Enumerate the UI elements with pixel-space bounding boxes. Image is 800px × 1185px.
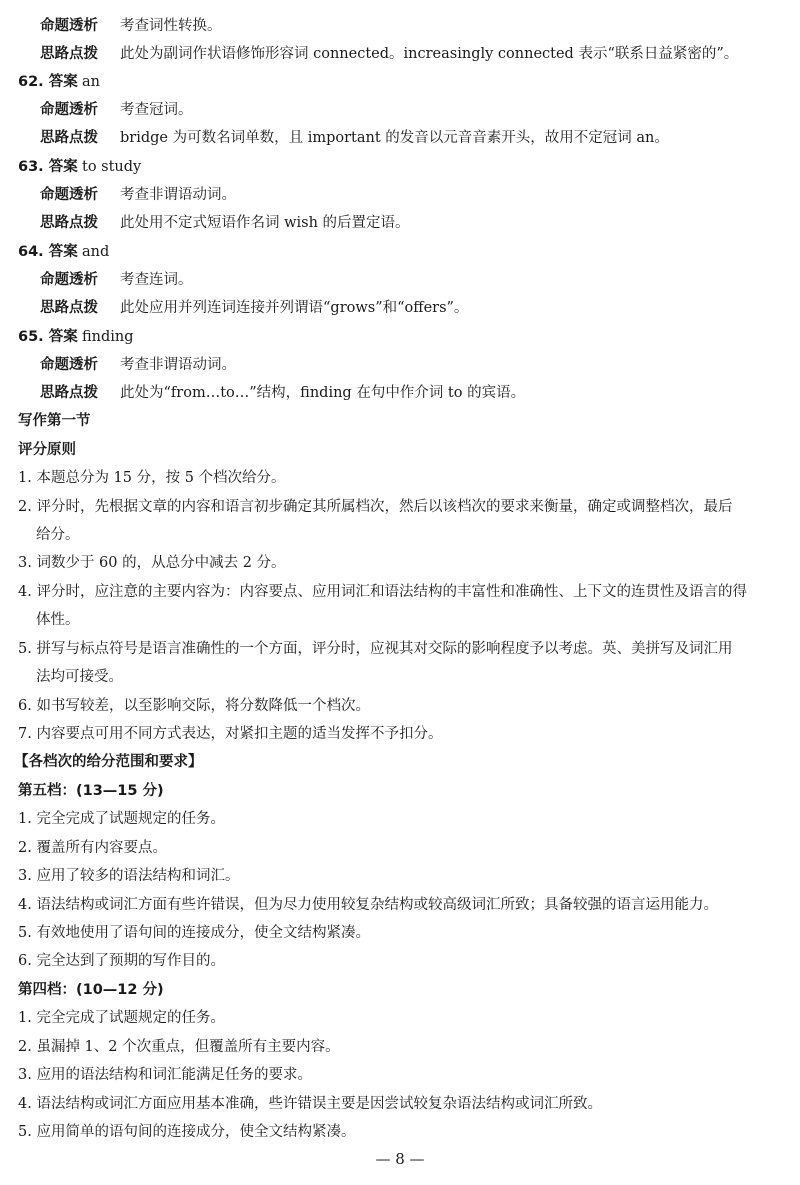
level4-item: 1. 完全完成了试题规定的任务。 xyxy=(18,1010,225,1026)
analysis-line xyxy=(40,100,193,120)
level4-item: 2. 虽漏掉 1、2 个次重点，但覆盖所有主要内容。 xyxy=(18,1039,340,1055)
answer-line xyxy=(18,72,100,92)
item-text: 此处应用并列连词连接并列谓语“grows”和“offers”。 xyxy=(120,300,469,316)
analysis-line xyxy=(40,355,236,375)
analysis-line xyxy=(40,16,222,36)
analysis-line xyxy=(40,213,410,233)
level4-item: 3. 应用的语法结构和词汇能满足任务的要求。 xyxy=(18,1067,312,1083)
item-label: 命题透析 xyxy=(40,18,98,34)
answer-number: 65. 答案 xyxy=(18,329,78,345)
level5-item: 3. 应用了较多的语法结构和词汇。 xyxy=(18,868,240,884)
item-label: 思路点拨 xyxy=(40,215,98,231)
item-text: bridge 为可数名词单数，且 important 的发音以元音音素开头，故用不定冠词 an。 xyxy=(120,130,669,146)
principles-title: 评分原则 xyxy=(18,442,76,458)
principle-item: 4. 评分时，应注意的主要内容为：内容要点、应用词汇和语法结构的丰富性和准确性、上下文的连贯性及语言的得 xyxy=(18,584,747,600)
level5-item: 5. 有效地使用了语句间的连接成分，使全文结构紧凑。 xyxy=(18,925,370,941)
level5-item: 4. 语法结构或词汇方面有些许错误，但为尽力使用较复杂结构或较高级词汇所致；具备较强的语言运用能力。 xyxy=(18,897,718,913)
analysis-line xyxy=(40,185,236,205)
answer-line xyxy=(18,242,109,262)
answer-value: an xyxy=(82,74,100,90)
principle-item-continued: 体性。 xyxy=(36,612,80,628)
item-text: 考查连词。 xyxy=(120,272,193,288)
item-text: 此处为副词作状语修饰形容词 connected。increasingly connected 表示“联系日益紧密的”。 xyxy=(120,46,739,62)
principle-item: 5. 拼写与标点符号是语言准确性的一个方面，评分时，应视其对交际的影响程度予以考虑。英、美拼写及词汇用 xyxy=(18,641,733,657)
answer-number: 62. 答案 xyxy=(18,74,78,90)
principle-item: 6. 如书写较差，以至影响交际，将分数降低一个档次。 xyxy=(18,698,370,714)
item-text: 此处用不定式短语作名词 wish 的后置定语。 xyxy=(120,215,410,231)
item-text: 此处为“from…to…”结构，finding 在句中作介词 to 的宾语。 xyxy=(120,385,526,401)
section-title: 写作第一节 xyxy=(18,413,91,429)
item-label: 命题透析 xyxy=(40,187,98,203)
analysis-line xyxy=(40,44,738,64)
item-label: 命题透析 xyxy=(40,272,98,288)
item-label: 思路点拨 xyxy=(40,46,98,62)
item-text: 考查词性转换。 xyxy=(120,18,222,34)
item-label: 思路点拨 xyxy=(40,130,98,146)
answer-value: to study xyxy=(82,159,142,175)
item-text: 考查冠词。 xyxy=(120,102,193,118)
item-label: 思路点拨 xyxy=(40,300,98,316)
analysis-line xyxy=(40,383,525,403)
analysis-line xyxy=(40,128,669,148)
answer-line xyxy=(18,327,134,347)
page-number: — 8 — xyxy=(375,1150,425,1168)
item-label: 命题透析 xyxy=(40,102,98,118)
level4-item: 4. 语法结构或词汇方面应用基本准确，些许错误主要是因尝试较复杂语法结构或词汇所致。 xyxy=(18,1096,602,1112)
answer-number: 64. 答案 xyxy=(18,244,78,260)
principle-item: 2. 评分时，先根据文章的内容和语言初步确定其所属档次，然后以该档次的要求来衡量，确定或调整档次，最后 xyxy=(18,499,733,515)
answer-line xyxy=(18,157,141,177)
principle-item: 7. 内容要点可用不同方式表达，对紧扣主题的适当发挥不予扣分。 xyxy=(18,726,443,742)
answer-number: 63. 答案 xyxy=(18,159,78,175)
analysis-line xyxy=(40,298,468,318)
level5-item: 1. 完全完成了试题规定的任务。 xyxy=(18,811,225,827)
principle-item: 3. 词数少于 60 的，从总分中减去 2 分。 xyxy=(18,555,286,571)
item-label: 思路点拨 xyxy=(40,385,98,401)
item-label: 命题透析 xyxy=(40,357,98,373)
item-text: 考查非谓语动词。 xyxy=(120,357,236,373)
levels-title: 【各档次的给分范围和要求】 xyxy=(14,754,203,770)
answer-value: finding xyxy=(82,329,134,345)
level4-item: 5. 应用简单的语句间的连接成分，使全文结构紧凑。 xyxy=(18,1124,356,1140)
principle-item-continued: 法均可接受。 xyxy=(36,669,123,685)
principle-item-continued: 给分。 xyxy=(36,527,80,543)
level5-item: 6. 完全达到了预期的写作目的。 xyxy=(18,953,225,969)
item-text: 考查非谓语动词。 xyxy=(120,187,236,203)
analysis-line xyxy=(40,270,193,290)
answer-value: and xyxy=(82,244,110,260)
level5-title: 第五档：(13—15 分) xyxy=(18,783,164,799)
principle-item: 1. 本题总分为 15 分，按 5 个档次给分。 xyxy=(18,470,286,486)
level5-item: 2. 覆盖所有内容要点。 xyxy=(18,840,167,856)
level4-title: 第四档：(10—12 分) xyxy=(18,982,164,998)
